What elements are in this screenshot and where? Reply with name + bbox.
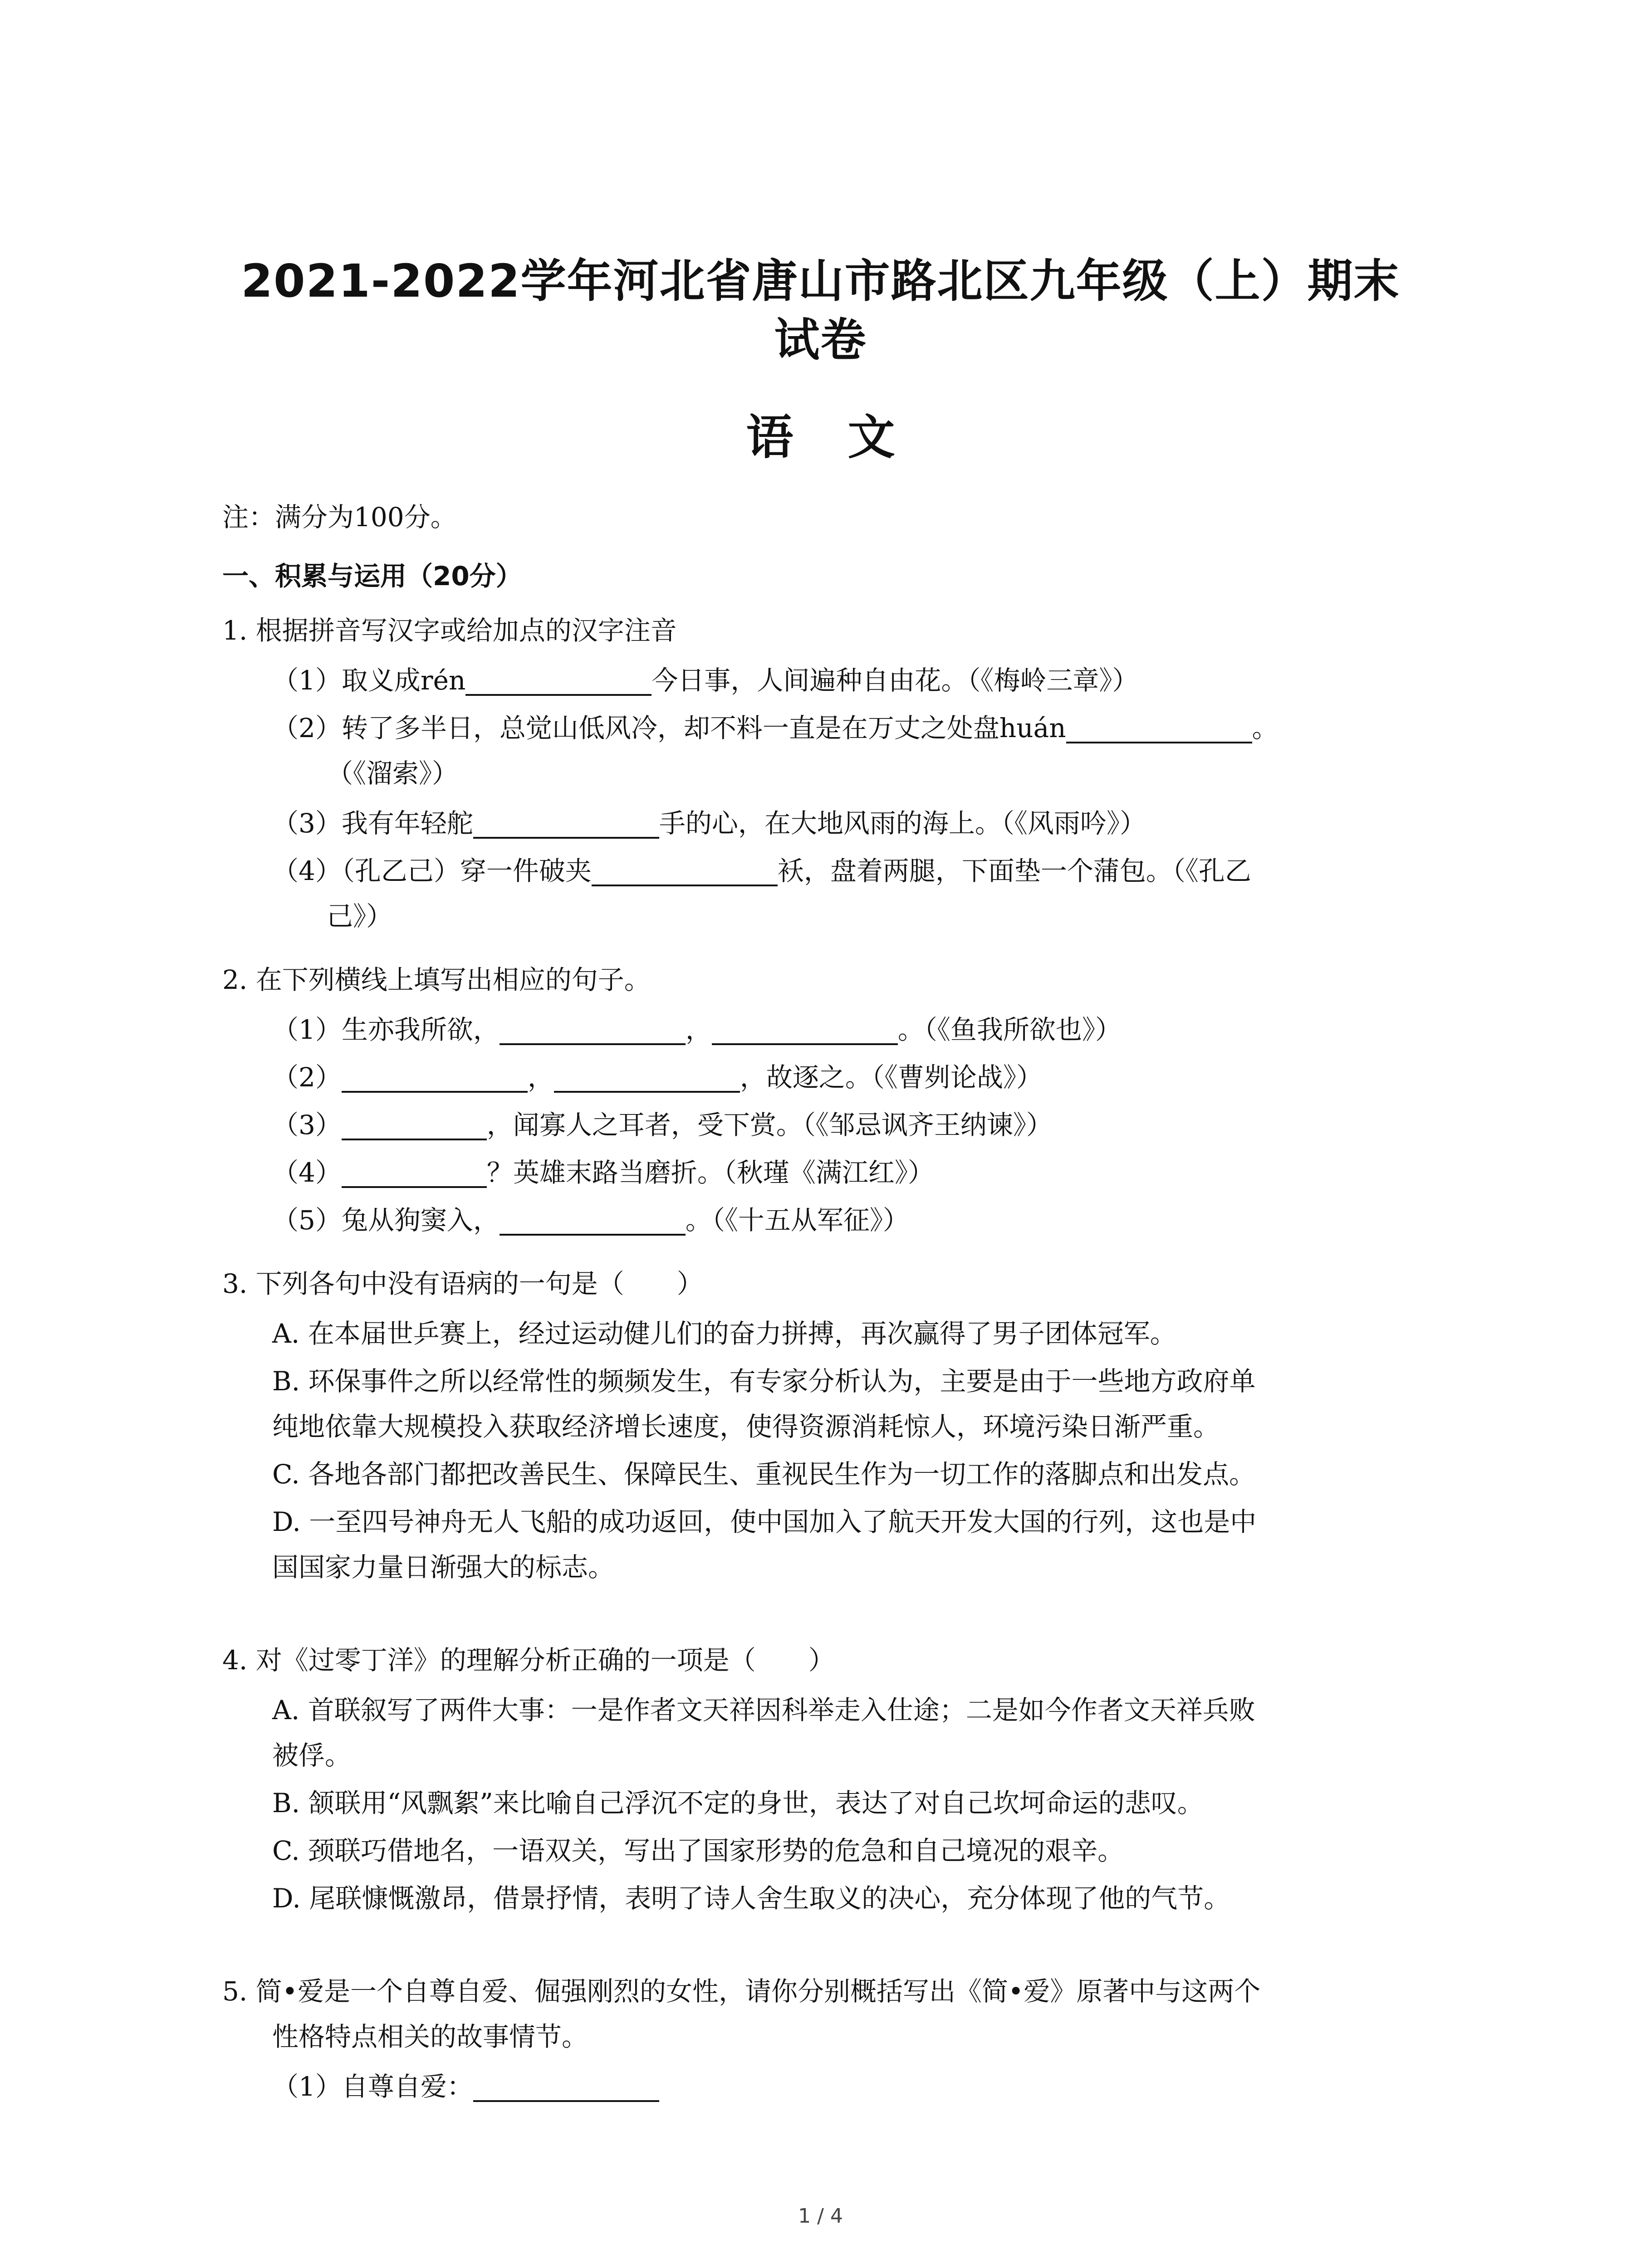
q2-item-1-mid: ， [685,1014,712,1045]
q1-item-3-after: 手的心，在大地风雨的海上。（《风雨吟》） [659,808,1146,839]
score-note: 注：满分为100分。 [222,502,457,533]
q1-stem: 1. 根据拼音写汉字或给加点的汉字注音 [222,615,677,646]
answer-blank[interactable] [473,2075,659,2102]
q1-item-2-after: 。 [1252,713,1279,743]
answer-blank[interactable] [592,859,778,886]
answer-blank[interactable] [554,1066,740,1093]
title-line-1: 2021-2022学年河北省唐山市路北区九年级（上）期末 [241,254,1400,308]
q1-item-4-before: （4）（孔乙己）穿一件破夹 [272,855,592,886]
q1-item-3 [272,805,1146,841]
q2-item-4-before: （4） [272,1157,342,1188]
q1-item-1 [272,662,1138,699]
q5-stem-line-1: 5. 简•爱是一个自尊自爱、倔强刚烈的女性，请你分别概括写出《简•爱》原著中与这两个 [222,1976,1261,2007]
q3-option-c: C. 各地各部门都把改善民生、保障民生、重视民生作为一切工作的落脚点和出发点。 [272,1459,1256,1490]
q2-item-3-after: ，闻寡人之耳者，受下赏。（《邹忌讽齐王纳谏》） [486,1110,1053,1140]
answer-blank[interactable] [342,1066,528,1093]
q2-item-4-after: ？英雄末路当磨折。（秋瑾《满江红》） [486,1157,934,1188]
q5-item-1-label: （1）自尊自爱： [272,2071,473,2102]
q1-item-2-source: （《溜索》） [327,758,459,789]
q1-item-4 [272,853,1251,889]
q1-item-4-source: 己》） [327,901,393,932]
q2-item-1-after: 。（《鱼我所欲也》） [897,1014,1122,1045]
q2-item-4 [272,1154,934,1191]
q1-item-1-before: （1）取义成rén [272,665,466,696]
q4-option-b: B. 颔联用“风飘絮”来比喻自己浮沉不定的身世，表达了对自己坎坷命运的悲叹。 [272,1788,1204,1818]
answer-blank[interactable] [473,811,659,839]
q2-item-1-before: （1）生亦我所欲， [272,1014,500,1045]
title-line-2: 试卷 [774,313,867,367]
q2-item-5-after: 。（《十五从军征》） [685,1205,909,1236]
answer-blank[interactable] [342,1161,487,1188]
q4-option-c: C. 颈联巧借地名，一语双关，写出了国家形势的危急和自己境况的艰辛。 [272,1835,1124,1866]
answer-blank[interactable] [465,669,652,696]
q2-item-3 [272,1107,1053,1143]
exam-title [181,252,1460,370]
q1-item-2-before: （2）转了多半日，总觉山低风冷，却不料一直是在万丈之处盘huán [272,713,1066,743]
q2-stem: 2. 在下列横线上填写出相应的句子。 [222,964,651,995]
q3-option-a: A. 在本届世乒赛上，经过运动健儿们的奋力拼搏，再次赢得了男子团体冠军。 [272,1318,1176,1349]
q4-option-d: D. 尾联慷慨激昂，借景抒情，表明了诗人舍生取义的决心，充分体现了他的气节。 [272,1883,1230,1914]
q4-stem: 4. 对《过零丁洋》的理解分析正确的一项是（ ） [222,1645,835,1676]
q2-item-2-before: （2） [272,1062,342,1093]
q1-item-4-after: 袄，盘着两腿，下面垫一个蒲包。（《孔乙 [777,855,1251,886]
answer-blank[interactable] [500,1208,686,1236]
q3-option-d-line-2: 国国家力量日渐强大的标志。 [272,1552,615,1583]
q5-stem-line-2: 性格特点相关的故事情节。 [272,2021,588,2052]
q2-item-3-before: （3） [272,1110,342,1140]
q3-option-b-line-1: B. 环保事件之所以经常性的频频发生，有专家分析认为，主要是由于一些地方政府单 [272,1366,1256,1397]
subject-heading: 语文 [746,410,950,465]
page-number: 1 / 4 [798,2204,843,2228]
q2-item-5-before: （5）兔从狗窦入， [272,1205,500,1236]
q1-item-2 [272,710,1279,746]
answer-blank[interactable] [712,1018,898,1045]
q3-option-b-line-2: 纯地依靠大规模投入获取经济增长速度，使得资源消耗惊人，环境污染日渐严重。 [272,1411,1220,1442]
q1-item-3-before: （3）我有年轻舵 [272,808,473,839]
answer-blank[interactable] [342,1113,487,1140]
answer-blank[interactable] [1066,716,1252,743]
q2-item-2 [272,1059,1043,1095]
q3-stem: 3. 下列各句中没有语病的一句是（ ） [222,1268,703,1299]
q5-item-1 [272,2068,659,2105]
q1-item-1-after: 今日事，人间遍种自由花。（《梅岭三章》） [652,665,1139,696]
q3-option-d-line-1: D. 一至四号神舟无人飞船的成功返回，使中国加入了航天开发大国的行列，这也是中 [272,1506,1257,1537]
q2-item-2-after: ，故逐之。（《曹刿论战》） [740,1062,1043,1093]
q2-item-5 [272,1202,909,1238]
q4-option-a-line-1: A. 首联叙写了两件大事：一是作者文天祥因科举走入仕途；二是如今作者文天祥兵败 [272,1695,1255,1725]
answer-blank[interactable] [500,1018,686,1045]
q2-item-2-mid: ， [527,1062,554,1093]
q4-option-a-line-2: 被俘。 [272,1740,352,1771]
section-heading: 一、积累与运用（20分） [222,561,522,591]
q2-item-1 [272,1012,1122,1048]
